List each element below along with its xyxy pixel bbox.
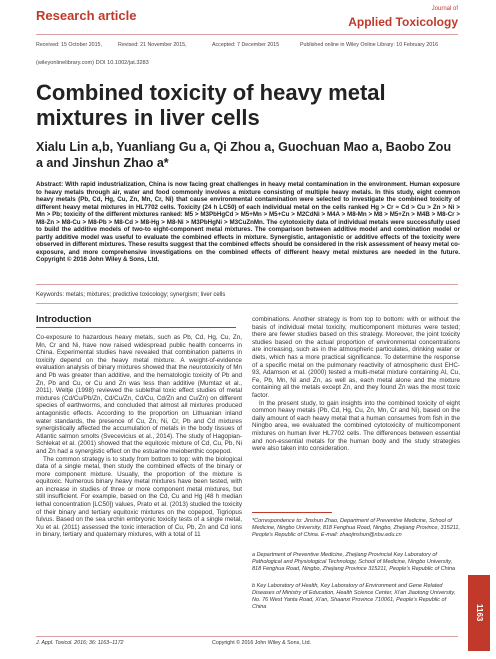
doi-line: (wileyonlinelibrary.com) DOI 10.1002/jat.3283: [36, 60, 149, 66]
correspondence-footnote: *Correspondence to: Jinshun Zhao, Department of Preventive Medicine, School of Medicine, Ningbo University, 818 Fenghua Road, Ningbo, Zhejiang Province, 315211, People's Republic of China. E-mail: zhaojinshun@nbu.edu.cn: [252, 518, 461, 538]
footnote-divider: [252, 512, 332, 513]
intro-paragraph: In the present study, to gain insights into the combined toxicity of eight common heavy metals (Pb, Cd, Hg, Cu, Zn, Mn, Cr and Ni), based on the daily amount of each heavy metal that a human consumes from fish in the Ningbo area, we evaluated the combined cytotoxicity of multicomponent mixtures on human liver HL7702 cells. The differences between essential and non-essential metals for the human body and the study strategies were also taken into consideration.: [252, 399, 460, 453]
keywords: Keywords: metals; mixtures; predictive toxicology; synergism; liver cells: [36, 292, 226, 298]
page-number: 1163: [475, 604, 484, 622]
introduction-heading: Introduction: [36, 314, 236, 328]
journal-logo: [348, 6, 458, 31]
keywords-divider-top: [36, 284, 458, 285]
keywords-divider-bottom: [36, 303, 458, 304]
journal-citation: J. Appl. Toxicol. 2016; 36: 1163–1172: [36, 640, 124, 646]
affiliation-b-footnote: b Key Laboratory of Health, Key Laboratory of Environment and Gene Related Diseases of Ministry of Education, Health Science Center, Xi'an Jiaotong University, No. 76 West Yanta Road, Xi'an, Shaanxi Province 710061, People's Republic of China: [252, 583, 456, 610]
journal-logo-small: Journal of: [431, 6, 458, 12]
intro-paragraph: combinations. Another strategy is from top to bottom: with or without the basis of individual metal toxicity, multicomponent mixtures were tested; there are fewer studies based on this strategy. Moreover, the joint toxicity studies based on the actual proportion of environmental concentrations are increasing, such as in the atmospheric particulates, drinking water or diets, which has a more practical significance. To determine the response of a specific metal on the pulmonary reactivity of atmospheric dust EHC-93, Adamson et al. (2000) tested a multi-metal mixture containing Al, Cu, Fe, Pb, Mn, Ni and Zn, as well as, each metal alone and the mixture containing all the metals except Zn, and they found Zn was the most toxic factor.: [252, 316, 460, 399]
abstract: Abstract: With rapid industrialization, China is now facing great challenges in heavy metal contamination in the environment. Human exposure to heavy metals through air, water and food commonly involves a mixture consisting of multiple heavy metals. In this study, eight common heavy metals (Pb, Cd, Hg, Cu, Zn, Mn, Cr, Ni) that cause environmental contamination were selected to investigate the combined toxicity of different heavy metal mixtures in HL7702 cells. Toxicity (24 h LC50) of each individual metal on the cells ranked Hg > Cr ≈ Cd > Cu > Zn > Ni > Mn > Pb; toxicity of the different mixtures ranked: M5 > M3PbHgCd > M5+Mn > M5+Cu > M2CdNi > M4A > M8-Mn > M8 > M5+Zn > M4B > M8-Cr > M8-Zn > M8-Cu > M8-Pb > M8-Cd > M8-Hg > M8-Ni > M3PbHgNi > M3CuZnMn. The cytotoxicity data of individual metals were successfully used to build the additive models of two-to eight-component metal mixtures. The comparison between additive model and combination model or partly additive model was useful to evaluate the combined effects in mixture. Synergistic, antagonistic or additive effects of the toxicity were observed in different mixtures. These results suggest that the combined effects should be considered in the risk assessment of heavy metal co-exposure, and more comprehensive investigations on the combined effects of different heavy metal mixtures are needed in the future. Copyright © 2016 John Wiley & Sons, Ltd.: [36, 181, 460, 263]
revised-date: Revised: 21 November 2015,: [118, 42, 187, 48]
footer-divider: [36, 636, 458, 637]
header-divider: [36, 34, 458, 35]
received-date: Received: 15 October 2015,: [36, 42, 102, 48]
author-list: Xialu Lin a,b, Yuanliang Gu a, Qi Zhou a, Guochuan Mao a, Baobo Zou a and Jinshun Zhao a*: [36, 140, 452, 170]
section-label: Research article: [36, 8, 137, 23]
intro-paragraph: The common strategy is to study from bottom to top: with the biological data of a single metal, then study the combined effects of the binary or more component mixture. Usually, the proportion of the mixture is equitoxic. Numerous binary heavy metal mixtures have been tested, with an increase in studies of three or more component metal mixtures, but still insufficient. For example, based on the Cd, Cu and Hg (48 h median lethal concentration [LC50]) values, Prato et al. (2013) studied the toxicity of their binary and tertiary equitoxic mixtures on the copepod, Tigriopus fulvus. Based on the sea urchin embryonic toxicity tests of a single metal, Xu et al. (2011) assessed the toxic interaction of Cu, Pb, Zn and Cd ions in binary, tertiary and quaternary mixtures, with a total of 11: [36, 455, 242, 539]
published-date: Published online in Wiley Online Library: 10 February 2016: [300, 42, 439, 48]
intro-paragraph: Co-exposure to hazardous heavy metals, such as Pb, Cd, Hg, Cu, Zn, Mn, Cr and Ni, have now raised widespread public health concerns in China. Experimental studies have revealed that combination patterns in toxicity depend on the heavy metal mixture. A weight-of-evidence evaluation analysis of binary mixtures showed that the neurotoxicity of Mn and Pb was greater than additive, and the hematologic toxicity of Pb and Zn, Pb and Cu, or Cu and Zn was less than additive (Mumtaz et al., 2011). Weltje (1998) reviewed the sublethal toxic effect studies of metal mixtures (Cd/Cu/Pb/Zn, Cd/Cu/Zn, Cd/Cu, Cd/Zn and Cu/Zn) on different species of earthworms, and concluded that almost all mixtures produced antagonistic effects. According to the proportion on Lithuanian inland water standards, the presence of Cu, Zn, Ni, Cr, Pb and Cd mixtures synergistically affected the accumulation of metals in the body tissues of Atlantic salmon smolts (Svecevicius et al., 2014). The study of Hagopian-Schlekat et al. (2001) showed that the equitoxic mixture of Cd, Cu, Pb, Ni and Zn had a synergistic effect on the estuarine meiobenthic copepod.: [36, 334, 242, 455]
right-column: [252, 316, 460, 453]
left-column: [36, 334, 242, 539]
journal-logo-name: Applied Toxicology: [348, 15, 458, 29]
footer-copyright: Copyright © 2016 John Wiley & Sons, Ltd.: [212, 640, 312, 646]
accepted-date: Accepted: 7 December 2015: [212, 42, 280, 48]
affiliation-a-footnote: a Department of Preventive Medicine, Zhejiang Provincial Key Laboratory of Pathological and Physiological Technology, School of Medicine, Ningbo University, 818 Fenghua Road, Ningbo, Zhejiang Province 315211, People's Republic of China: [252, 552, 456, 572]
article-title: Combined toxicity of heavy metal mixtures in liver cells: [36, 80, 386, 130]
